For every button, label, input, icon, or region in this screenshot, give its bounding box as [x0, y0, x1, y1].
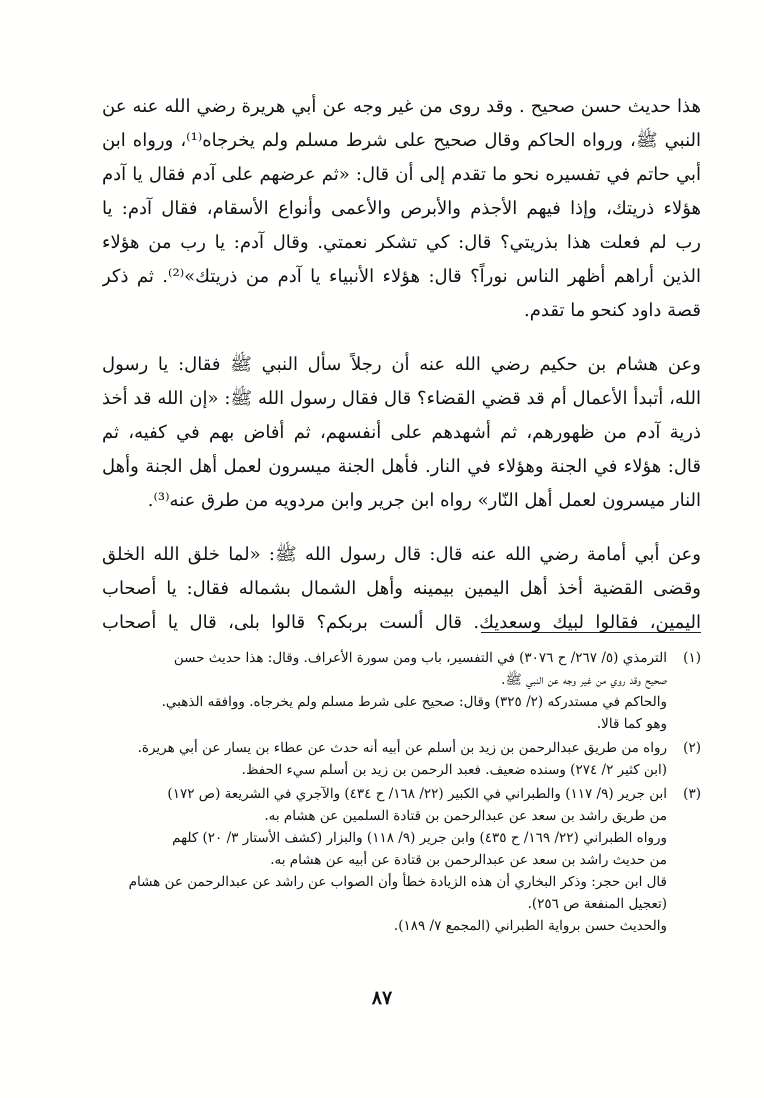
text-line: هذا حديث حسن صحيح . وقد روى من غير وجه عن أبي هريرة رضي الله عنه عن	[102, 96, 701, 117]
text-line: اليمين، فقالوا لبيك وسعديك. قال ألست بربكم؟ قالوا بلى، قال يا أصحاب	[102, 612, 701, 633]
page-number: ٨٧	[371, 987, 393, 1009]
text-line: ذرية آدم من ظهورهم، ثم أشهدهم على أنفسهم، ثم أفاض بهم في كفيه، ثم	[102, 422, 701, 443]
text-line: وعن أبي أمامة رضي الله عنه قال: قال رسول الله ﷺ: «لما خلق الله الخلق	[102, 544, 701, 565]
footnote-line: ورواه الطبراني (٢٢/ ١٦٩/ ح ٤٣٥) وابن جرير (٩/ ١١٨) والبزار (كشف الأستار ٣/ ٢٠) كلهم	[172, 830, 667, 846]
footnote-line: (تعجيل المنفعة ص ٢٥٦).	[527, 896, 667, 912]
text-line: الذين أراهم أظهر الناس نوراً؟ قال: هؤلاء الأنبياء يا آدم من ذريتك»⁽²⁾. ثم ذكر	[102, 266, 701, 287]
footnote-separator	[481, 632, 701, 633]
footnote-number: (٢)	[683, 740, 701, 756]
text-line: هؤلاء ذريتك، وإذا فيهم الأجذم والأبرص والأعمى وأنواع الأسقام، فقال آدم: يا	[102, 198, 701, 219]
text-line: أبي حاتم في تفسيره نحو ما تقدم إلى أن قال: «ثم عرضهم على آدم فقال يا آدم	[102, 164, 701, 185]
paragraph	[102, 348, 701, 518]
footnote-line: من طريق راشد بن سعد عن عبدالرحمن بن قتادة السلمين عن هشام به.	[264, 808, 667, 824]
footnote-number: (١)	[683, 650, 701, 666]
text-line: الله، أتبدأ الأعمال أم قد قضي القضاء؟ قال فقال رسول الله ﷺ: «إن الله قد أخذ	[102, 388, 701, 409]
footnote	[102, 737, 701, 781]
footnote-line: قال ابن حجر: وذكر البخاري أن هذه الزيادة خطأ وأن الصواب عن راشد عن عبدالرحمن عن هشام	[128, 874, 667, 890]
text-line: رب لم فعلت هذا بذريتي؟ قال: كي تشكر نعمتي. وقال آدم: يا رب من هؤلاء	[102, 232, 701, 253]
footnotes	[102, 647, 701, 939]
footnote-body	[102, 783, 667, 937]
text-line: قال: هؤلاء في الجنة وهؤلاء في النار. فأهل الجنة ميسرون لعمل أهل الجنة وأهل	[102, 456, 701, 477]
footnote	[102, 647, 701, 735]
text-line: وعن هشام بن حكيم رضي الله عنه أن رجلاً سأل النبي ﷺ فقال: يا رسول	[102, 354, 701, 375]
footnote-line: من حديث راشد بن سعد عن عبدالرحمن بن قتادة عن أبيه عن هشام به.	[270, 852, 667, 868]
footnote-body	[102, 737, 667, 781]
paragraph	[102, 90, 701, 328]
footnote-line: وهو كما قالا.	[596, 716, 667, 732]
footnote-line: والحديث حسن برواية الطبراني (المجمع ٧/ ١٨٩).	[393, 918, 667, 934]
text-line: وقضى القضية أخذ أهل اليمين بيمينه وأهل الشمال بشماله فقال: يا أصحاب	[102, 578, 701, 599]
footnote	[102, 783, 701, 937]
footnote-number: (٣)	[683, 786, 701, 802]
main-text	[102, 90, 701, 640]
footnote-line: رواه من طريق عبدالرحمن بن زيد بن أسلم عن أبيه أنه حدث عن عطاء بن يسار عن أبي هريرة.	[137, 740, 667, 756]
footnote-line: صحيح وقد روي من غير وجه عن النبي ﷺ.	[501, 672, 667, 688]
footnote-line: (ابن كثير ٢/ ٢٧٤) وسنده ضعيف. فعبد الرحمن بن زيد بن أسلم سيء الحفظ.	[241, 762, 667, 778]
footnote-line: ابن جرير (٩/ ١١٧) والطبراني في الكبير (٢٢/ ١٦٨/ ح ٤٣٤) والآجري في الشريعة (ص ١٧٢)	[167, 786, 667, 802]
footnote-line: الترمذي (٥/ ٢٦٧/ ح ٣٠٧٦) في التفسير، باب ومن سورة الأعراف. وقال: هذا حديث حسن	[173, 650, 667, 666]
paragraph	[102, 538, 701, 640]
text-line: قصة داود كنحو ما تقدم.	[524, 300, 701, 321]
footnote-body	[102, 647, 667, 735]
text-line: النار ميسرون لعمل أهل النّار» رواه ابن جرير وابن مردويه من طرق عنه⁽³⁾.	[147, 490, 701, 511]
footnote-line: والحاكم في مستدركه (٢/ ٣٢٥) وقال: صحيح على شرط مسلم ولم يخرجاه. ووافقه الذهبي.	[161, 694, 667, 710]
text-line: النبي ﷺ، ورواه الحاكم وقال صحيح على شرط مسلم ولم يخرجاه⁽¹⁾، ورواه ابن	[102, 130, 701, 151]
